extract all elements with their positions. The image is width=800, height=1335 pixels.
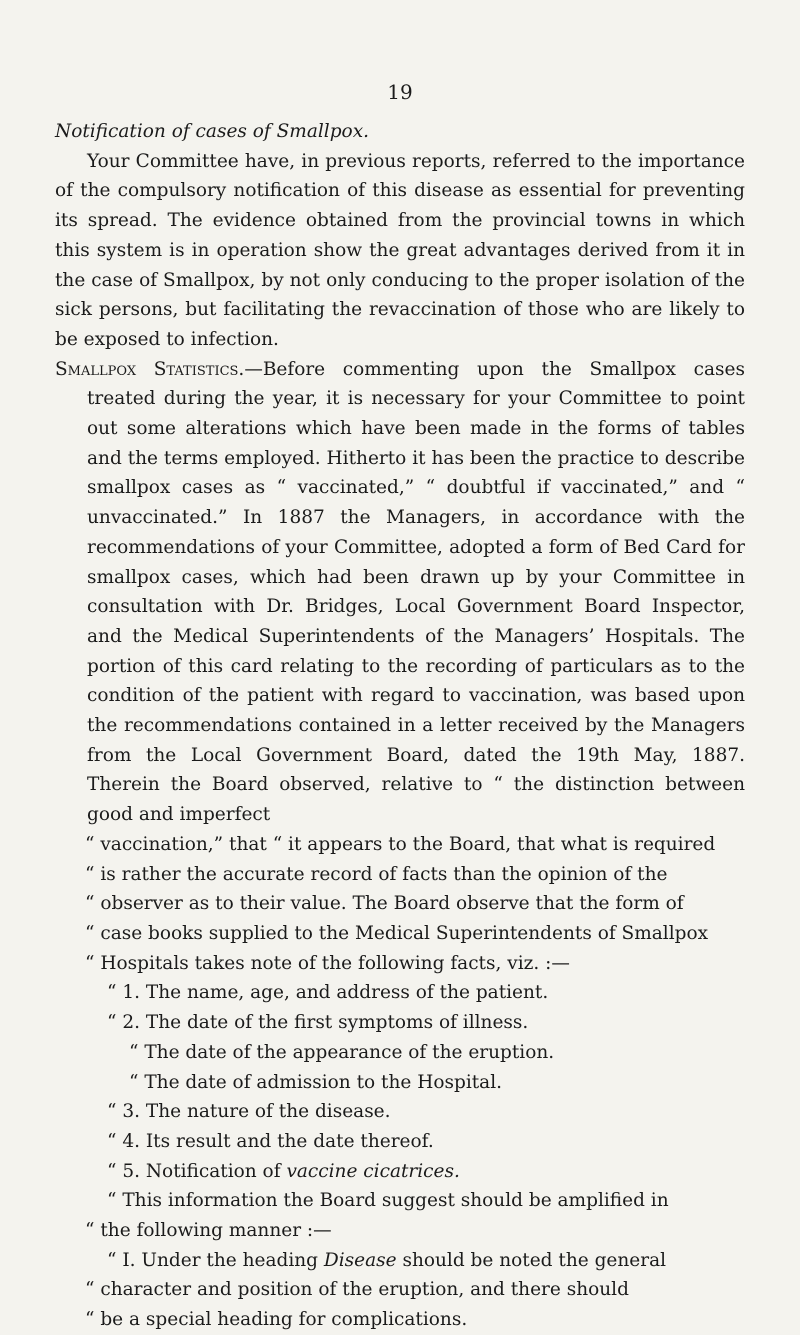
quoted-letter xyxy=(55,830,745,979)
facts-list xyxy=(55,978,745,1186)
quote-line: “ Hospitals takes note of the following facts, viz. :— xyxy=(85,952,570,974)
heading-item-post: should be noted the general xyxy=(396,1249,667,1271)
list-item: “ 2. The date of the first symptoms of illness. xyxy=(107,1012,529,1034)
paragraph-notification: Your Committee have, in previous reports, referred to the importance of the compulsory notification of this disease as essential for preventing its spread. The evidence obtained from the provincial towns in which this system is in operation show the great advantages derived from it in the case of Smallpox, by not only conducing to the proper isolation of the sick persons, but facilitating the revaccination of those who are likely to be exposed to infection. xyxy=(55,150,745,350)
amplify-line: “ the following manner :— xyxy=(85,1220,332,1242)
list-item: “ The date of the appearance of the eruption. xyxy=(129,1041,555,1063)
amplify-line: “ This information the Board suggest should be amplified in xyxy=(107,1190,669,1212)
heading-item-line: “ be a special heading for complications. xyxy=(85,1309,468,1331)
list-item xyxy=(55,1157,745,1187)
heading-item-line xyxy=(55,1246,745,1276)
list-item: “ 4. Its result and the date thereof. xyxy=(107,1130,434,1152)
page-number: 19 xyxy=(387,80,413,104)
statistics-body: —Before commenting upon the Smallpox cases treated during the year, it is necessary for your Committee to point out some alterations which have been made in the forms of tables and the terms employed. Hitherto it has been the practice to describe smallpox cases as “ vaccinated,” “ doubtful if vaccinated,” and “ unvaccinated.” In 1887 the Managers, in accordance with the recommendations of your Committee, adopted a form of Bed Card for smallpox cases, which had been drawn up by your Committee in consultation with Dr. Bridges, Local Government Board Inspector, and the Medical Superintendents of the Managers’ Hospitals. The portion of this card relating to the recording of particulars as to the condition of the patient with regard to vaccination, was based upon the recommendations contained in a letter received by the Managers from the Local Government Board, dated the 19th May, 1887. Therein the Board observed, relative to “ the distinction between good and imperfect xyxy=(87,358,745,826)
heading-item-pre: “ I. Under the heading xyxy=(107,1249,324,1271)
quote-line: “ case books supplied to the Medical Superintendents of Smallpox xyxy=(85,922,709,944)
heading-item-line: “ character and position of the eruption, and there should xyxy=(85,1279,629,1301)
list-item: “ 1. The name, age, and address of the patient. xyxy=(107,982,549,1004)
statistics-lead: Smallpox Statistics. xyxy=(55,358,245,380)
heading-item-italic: Disease xyxy=(323,1249,397,1271)
section-heading: Notification of cases of Smallpox. xyxy=(55,121,370,142)
list-item: “ 3. The nature of the disease. xyxy=(107,1101,391,1123)
list-item-italic: vaccine cicatrices. xyxy=(286,1160,460,1182)
list-item: “ The date of admission to the Hospital. xyxy=(129,1071,503,1093)
quote-line: “ is rather the accurate record of facts than the opinion of the xyxy=(85,863,668,885)
quote-line: “ observer as to their value. The Board observe that the form of xyxy=(85,893,684,915)
paragraph-statistics xyxy=(55,355,745,830)
body-text xyxy=(55,117,745,1335)
quote-line: “ vaccination,” that “ it appears to the Board, that what is required xyxy=(85,833,716,855)
list-item-text: “ 5. Notification of xyxy=(107,1160,287,1182)
